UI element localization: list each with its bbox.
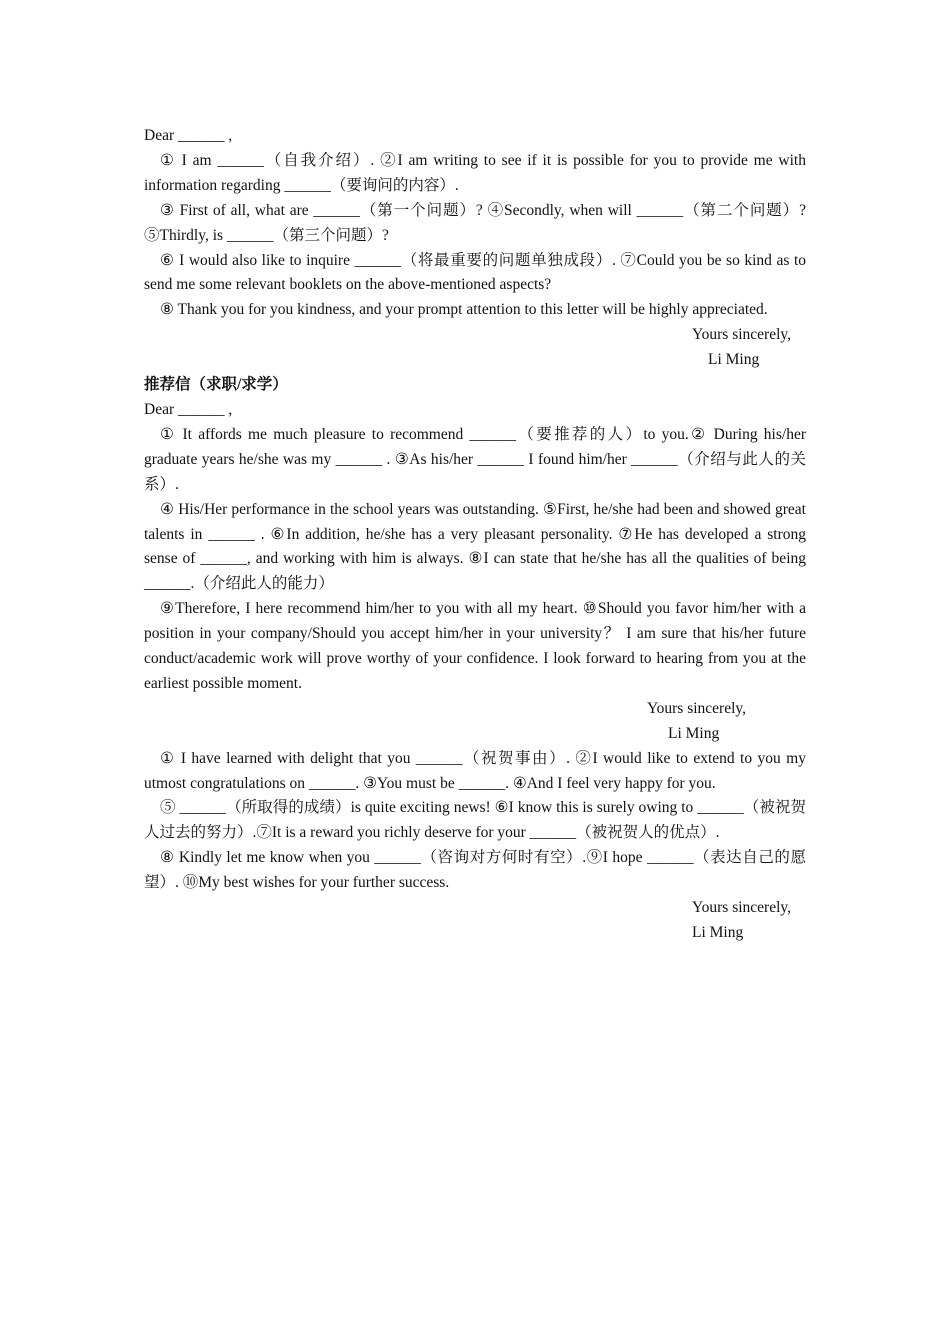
recommendation-paragraph-3: ⑨Therefore, I here recommend him/her to you with all my heart. ⑩Should you favor him/her with a position in your company/Should you accept him/her in your university？ I am sure that his/her future conduct/academic work will prove worthy of your confidence. I look forward to hearing from you at the earliest possible moment. — [144, 600, 806, 692]
inquiry-salutation: Dear ______ , — [144, 127, 233, 144]
recommendation-paragraph-1: ① It affords me much pleasure to recommend ______（要推荐的人）to you.② During his/her graduate years he/she was my ______ . ③As his/her ______ I found him/her ______（介绍与此人的关系）. — [144, 425, 806, 493]
congratulation-closing: Yours sincerely, — [692, 899, 792, 917]
inquiry-signature-name: Li Ming — [708, 351, 760, 369]
inquiry-paragraph-2: ③ First of all, what are ______（第一个问题）? ④Secondly, when will ______（第二个问题）? ⑤Thirdly, is ______（第三个问题）? — [144, 201, 806, 244]
recommendation-signature-name: Li Ming — [668, 724, 720, 742]
congratulation-paragraph-2: ⑤ ______（所取得的成绩）is quite exciting news! ⑥I know this is surely owing to ______（被祝贺人过去的努力）.⑦It is a reward you richly deserve for your ______（被祝贺人的优点）. — [144, 799, 806, 842]
recommendation-salutation: Dear ______ , — [144, 400, 233, 418]
recommendation-closing: Yours sincerely, — [647, 699, 747, 717]
inquiry-letter — [144, 124, 806, 373]
inquiry-paragraph-3: ⑥ I would also like to inquire ______（将最重要的问题单独成段）. ⑦Could you be so kind as to send me some relevant booklets on the above-mentioned aspects? — [144, 251, 806, 294]
inquiry-paragraph-4: ⑧ Thank you for you kindness, and your prompt attention to this letter will be highly appreciated. — [160, 301, 768, 319]
recommendation-letter — [144, 373, 806, 747]
inquiry-closing: Yours sincerely, — [692, 326, 792, 344]
congratulation-letter — [144, 747, 806, 946]
congratulation-paragraph-3: ⑧ Kindly let me know when you ______（咨询对方何时有空）.⑨I hope ______（表达自己的愿望）. ⑩My best wishes for your further success. — [144, 849, 806, 892]
congratulation-signature-name: Li Ming — [692, 924, 744, 941]
congratulation-paragraph-1: ① I have learned with delight that you ______（祝贺事由）. ②I would like to extend to you my utmost congratulations on ______. ③You must be ______. ④And I feel very happy for you. — [144, 749, 806, 792]
inquiry-paragraph-1: ① I am ______（自我介绍）. ②I am writing to see if it is possible for you to provide me with information regarding ______（要询问的内容）. — [144, 151, 806, 194]
recommendation-paragraph-2: ④ His/Her performance in the school years was outstanding. ⑤First, he/she had been and showed great talents in ______ . ⑥In addition, he/she has a very pleasant personality. ⑦He has developed a strong sense of ______, and working with him is always. ⑧I can state that he/she has all the qualities of being ______.（介绍此人的能力） — [144, 500, 806, 593]
recommendation-heading: 推荐信（求职/求学） — [144, 376, 288, 394]
